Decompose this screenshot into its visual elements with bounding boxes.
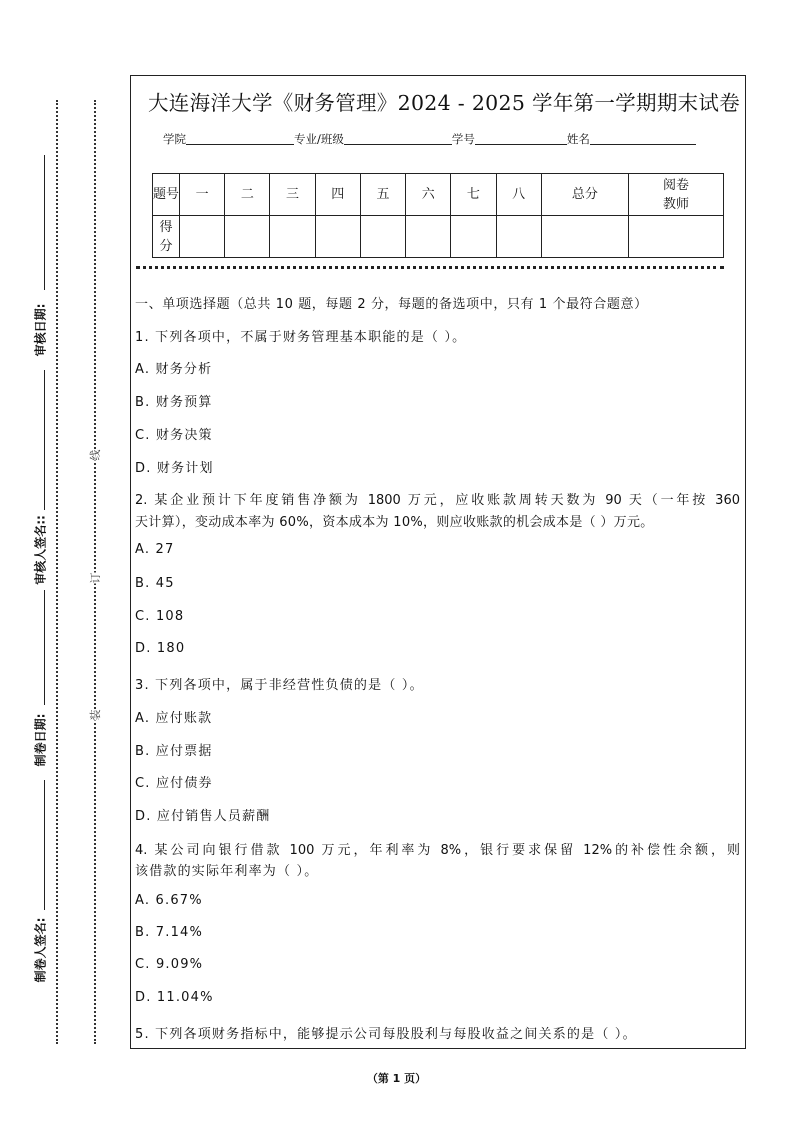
score-cell[interactable] [496, 216, 541, 258]
score-row [153, 216, 724, 258]
page-number: （第 1 页） [366, 1072, 427, 1085]
score-table [152, 173, 724, 258]
question-line: 2. 某企业预计下年度销售净额为 1800 万元，应收账款周转天数为 90 天（一年按 360 [135, 493, 740, 508]
student-info-row [163, 131, 696, 147]
student-id-field[interactable] [475, 133, 567, 145]
option-line: D. 11.04% [135, 990, 214, 1005]
option-line: B. 财务预算 [135, 395, 213, 410]
bind-text-order: 订 [89, 572, 102, 584]
option-line: A. 应付账款 [135, 711, 213, 726]
student-id-label: 学号 [451, 132, 475, 146]
bind-text-pack: 装 [89, 709, 102, 721]
name-field[interactable] [590, 133, 696, 145]
question-line: 天计算），变动成本率为 60%，资本成本为 10%，则应收账款的机会成本是（ ）万元。 [135, 515, 654, 530]
exam-title: 大连海洋大学《财务管理》2024 - 2025 学年第一学期期末试卷 [148, 91, 741, 115]
header-cell: 三 [270, 174, 315, 216]
option-line: B. 7.14% [135, 925, 204, 940]
option-line: D. 应付销售人员薪酬 [135, 809, 271, 824]
section-heading: 一、单项选择题（总共 10 题，每题 2 分，每题的备选项中，只有 1 个最符合题意） [135, 297, 648, 312]
option-line: C. 财务决策 [135, 428, 213, 443]
option-line: A. 财务分析 [135, 362, 213, 377]
score-cell[interactable] [180, 216, 225, 258]
option-line: C. 9.09% [135, 957, 204, 972]
question-line: 该借款的实际年利率为（ ）。 [135, 864, 319, 879]
score-row-label: 得分 [153, 216, 180, 258]
bind-text-line: 线 [89, 449, 102, 461]
score-cell[interactable] [629, 216, 724, 258]
make-date-blank [44, 590, 45, 705]
header-cell: 二 [225, 174, 270, 216]
name-label: 姓名 [566, 132, 590, 146]
reviewer-label: 审核人签名:: [33, 515, 48, 585]
question-line: 1. 下列各项中，不属于财务管理基本职能的是（ ）。 [135, 330, 467, 345]
score-cell[interactable] [270, 216, 315, 258]
header-cell: 六 [406, 174, 451, 216]
review-date-blank [44, 155, 45, 290]
maker-blank [44, 780, 45, 910]
score-cell[interactable] [225, 216, 270, 258]
college-label: 学院 [163, 132, 186, 146]
header-cell: 总分 [541, 174, 628, 216]
dotted-separator [136, 266, 724, 269]
option-line: A. 27 [135, 542, 175, 557]
option-line: B. 45 [135, 576, 175, 591]
binding-dotted-line-outer [56, 100, 58, 1044]
header-cell: 八 [496, 174, 541, 216]
header-cell: 四 [315, 174, 360, 216]
score-cell[interactable] [315, 216, 360, 258]
option-line: C. 应付债券 [135, 776, 213, 791]
header-cell: 五 [360, 174, 405, 216]
review-date-label: 审核日期: [33, 303, 48, 357]
maker-label: 制卷人签名: [33, 917, 48, 983]
score-cell[interactable] [406, 216, 451, 258]
major-label: 专业/班级 [294, 132, 344, 146]
option-line: D. 财务计划 [135, 461, 214, 476]
header-cell: 阅卷教师 [629, 174, 724, 216]
major-field[interactable] [344, 133, 452, 145]
option-line: B. 应付票据 [135, 744, 213, 759]
header-cell: 一 [180, 174, 225, 216]
option-line: A. 6.67% [135, 893, 203, 908]
reviewer-blank [44, 370, 45, 510]
option-line: C. 108 [135, 609, 185, 624]
score-cell[interactable] [360, 216, 405, 258]
question-line: 3. 下列各项中，属于非经营性负债的是（ ）。 [135, 678, 424, 693]
score-cell[interactable] [451, 216, 496, 258]
make-date-label: 制卷日期: [33, 713, 48, 767]
header-cell: 题号 [153, 174, 180, 216]
score-cell[interactable] [541, 216, 628, 258]
college-field[interactable] [186, 133, 294, 145]
header-cell: 七 [451, 174, 496, 216]
option-line: D. 180 [135, 641, 186, 656]
score-table-header [153, 174, 724, 216]
question-line: 5. 下列各项财务指标中，能够提示公司每股股利与每股收益之间关系的是（ ）。 [135, 1027, 637, 1042]
question-line: 4. 某公司向银行借款 100 万元，年利率为 8%，银行要求保留 12%的补偿性余额，则 [135, 843, 740, 858]
